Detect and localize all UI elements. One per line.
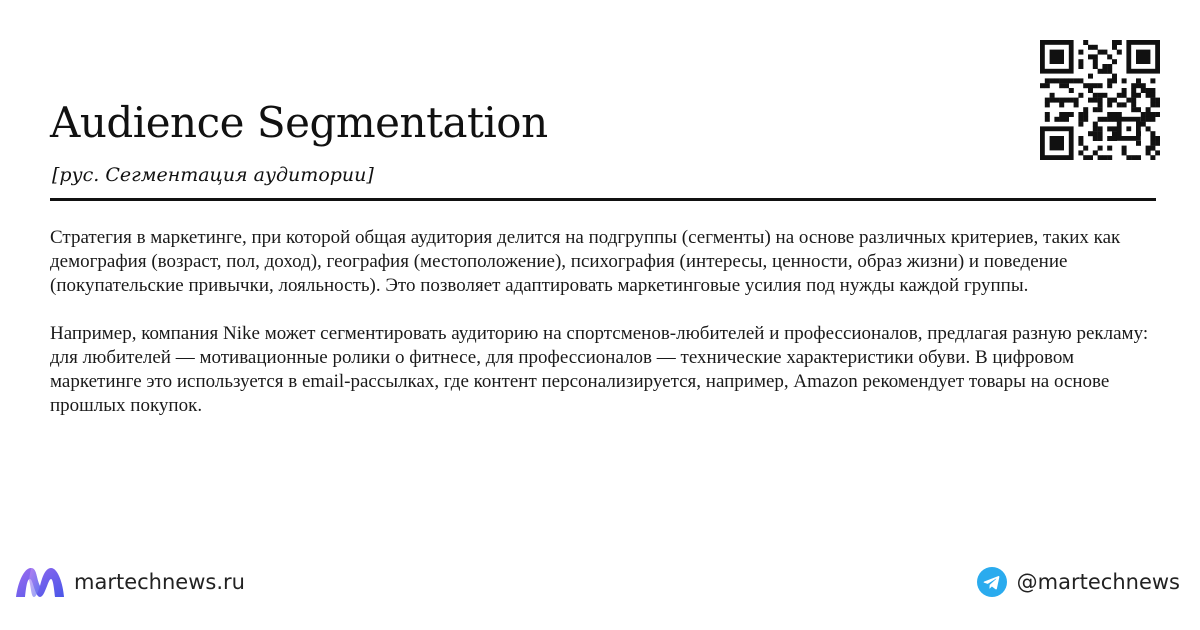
definition-paragraph: Стратегия в маркетинге, при которой общая аудитория делится на подгруппы (сегменты) на основе различных критериев, таких как демография (возраст, пол, доход), география (местоположение), психография (интересы, ценности, образ жизни) и поведение (покупательские привычки, лояльность). Это позволяет адаптировать маркетинговые усилия под нужды каждой группы. bbox=[50, 227, 1121, 296]
russian-translation: [рус. Сегментация аудитории] bbox=[52, 164, 374, 186]
telegram-icon bbox=[977, 567, 1007, 597]
page-title: Audience Segmentation bbox=[50, 98, 548, 147]
site-name: martechnews.ru bbox=[74, 570, 245, 594]
qr-code-icon bbox=[1040, 40, 1160, 160]
footer-telegram[interactable] bbox=[977, 564, 1180, 600]
definition-text bbox=[50, 226, 1160, 442]
telegram-handle: @martechnews bbox=[1016, 570, 1180, 594]
example-paragraph: Например, компания Nike может сегментировать аудиторию на спортсменов-любителей и профессионалов, предлагая разную рекламу: для любителей — мотивационные ролики о фитнесе, для профессионалов — технические характеристики обуви. В цифровом маркетинге это используется в email-рассылках, где контент персонализируется, например, Amazon рекомендует товары на основе прошлых покупок. bbox=[50, 323, 1149, 416]
title-divider bbox=[50, 198, 1156, 201]
martechnews-logo-icon bbox=[14, 564, 66, 600]
footer-site[interactable] bbox=[14, 564, 245, 600]
